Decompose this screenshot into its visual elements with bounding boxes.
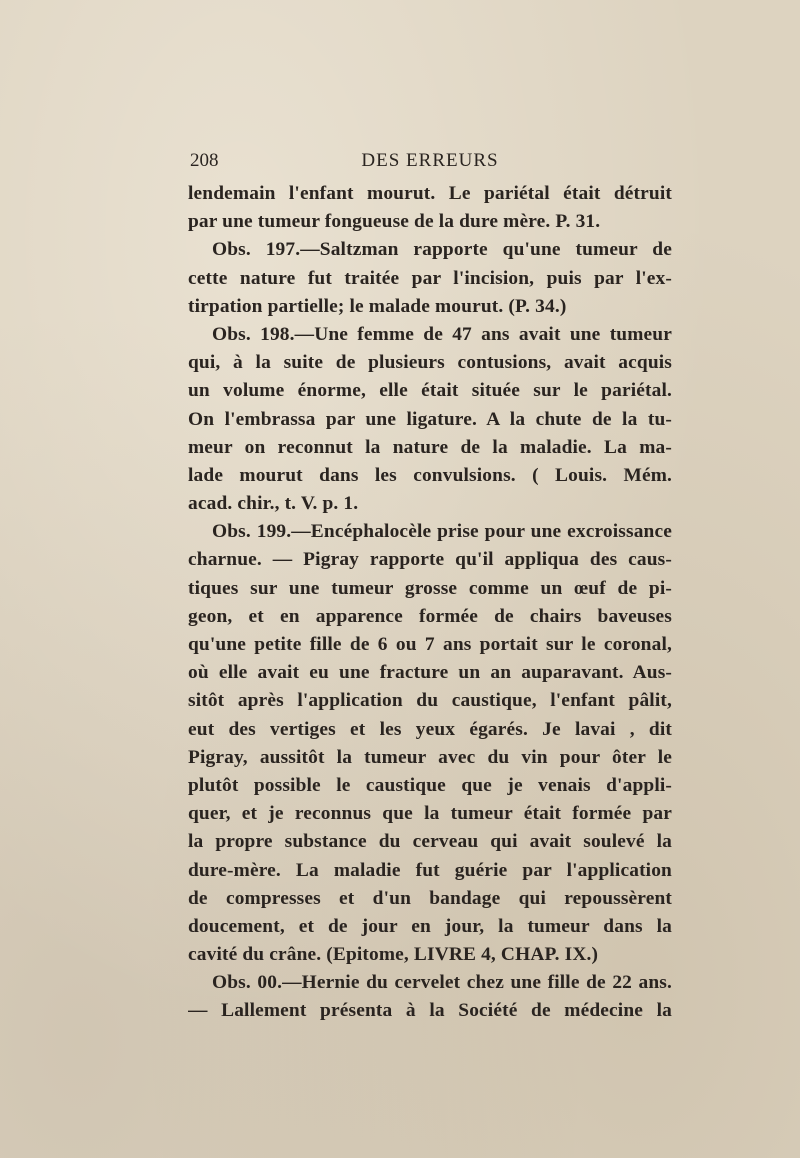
text-line: cavité du crâne. (Epitome, LIVRE 4, CHAP. IX.) (188, 944, 599, 966)
text-line: un volume énorme, elle était située sur le pariétal. (188, 380, 672, 402)
text-line: qui, à la suite de plusieurs contusions, avait acquis (188, 352, 672, 374)
text-line: geon, et en apparence formée de chairs baveuses (188, 605, 672, 627)
text-line: eut des vertiges et les yeux égarés. Je lavai , dit (188, 718, 672, 740)
text-line: tiques sur une tumeur grosse comme un œuf de pi- (188, 577, 672, 599)
text-line: plutôt possible le caustique que je venais d'appli- (188, 774, 672, 796)
text-line: la propre substance du cerveau qui avait soulevé la (188, 831, 672, 853)
text-line: Obs. 199.—Encéphalocèle prise pour une excroissance (212, 521, 672, 543)
text-line: On l'embrassa par une ligature. A la chute de la tu- (188, 408, 672, 430)
text-line: de compresses et d'un bandage qui repoussèrent (188, 887, 672, 909)
text-line: charnue. — Pigray rapporte qu'il appliqua des caus- (188, 549, 672, 571)
text-line: Obs. 00.—Hernie du cervelet chez une fille de 22 ans. (212, 972, 672, 994)
text-line: par une tumeur fongueuse de la dure mère. P. 31. (188, 211, 601, 233)
page-header (190, 150, 670, 178)
text-line: acad. chir., t. V. p. 1. (188, 493, 359, 515)
text-line: qu'une petite fille de 6 ou 7 ans portait sur le coronal, (188, 634, 672, 655)
text-line: Obs. 198.—Une femme de 47 ans avait une tumeur (212, 323, 672, 345)
text-line: — Lallement présenta à la Société de médecine la (188, 1000, 672, 1022)
text-line: Obs. 197.—Saltzman rapporte qu'une tumeur de (212, 239, 672, 261)
text-line: lendemain l'enfant mourut. Le pariétal était détruit (188, 183, 672, 204)
body-text (188, 180, 672, 1026)
text-line: meur on reconnut la nature de la maladie. La ma- (188, 436, 672, 458)
text-line: cette nature fut traitée par l'incision, puis par l'ex- (188, 267, 672, 289)
text-line: Pigray, aussitôt la tumeur avec du vin pour ôter le (188, 746, 672, 768)
text-line: quer, et je reconnus que la tumeur était formée par (188, 803, 672, 825)
running-head: DES ERREURS (361, 150, 499, 171)
text-line: sitôt après l'application du caustique, l'enfant pâlit, (188, 690, 672, 712)
text-line: où elle avait eu une fracture un an auparavant. Aus- (188, 662, 672, 684)
text-line: doucement, et de jour en jour, la tumeur dans la (188, 915, 672, 937)
page-number: 208 (190, 150, 219, 171)
text-line: lade mourut dans les convulsions. ( Louis. Mém. (188, 464, 672, 486)
text-line: dure-mère. La maladie fut guérie par l'application (188, 859, 672, 881)
text-line: tirpation partielle; le malade mourut. (P. 34.) (188, 295, 567, 317)
